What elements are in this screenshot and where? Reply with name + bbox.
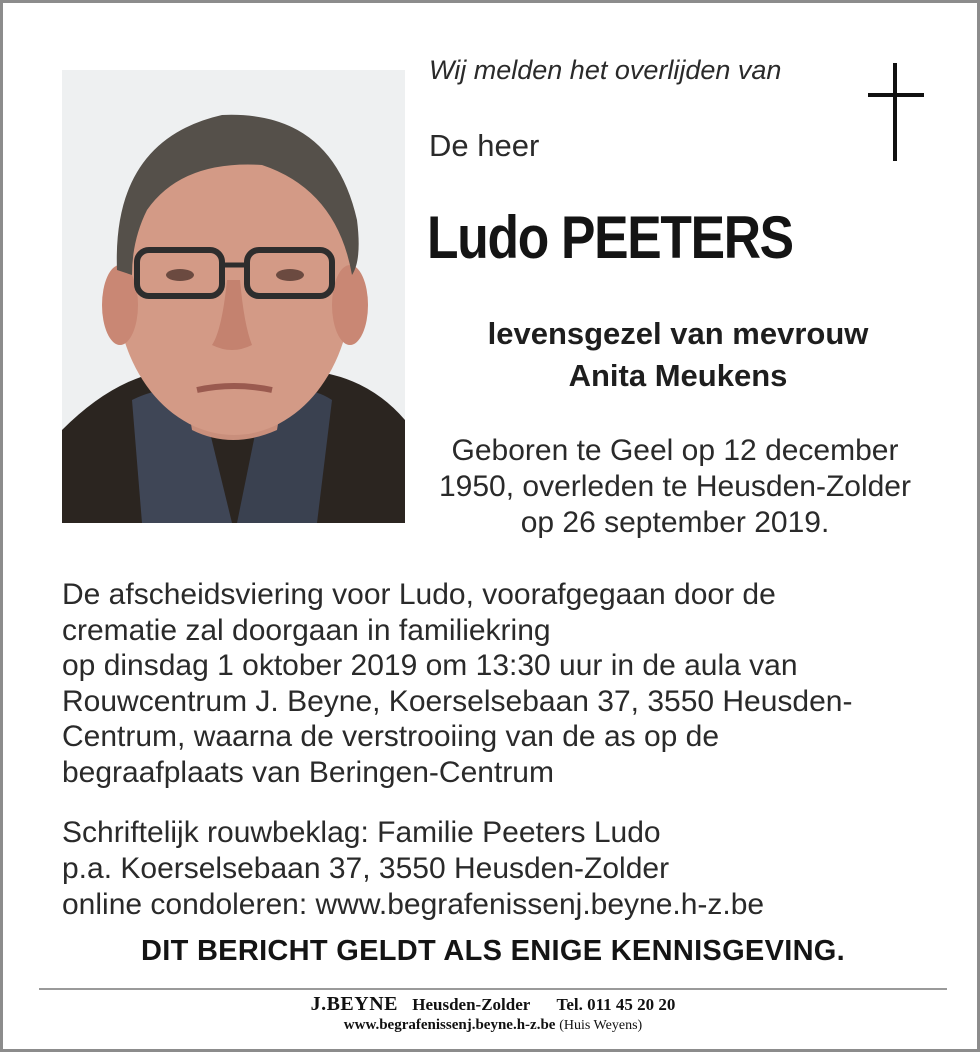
ceremony-line: crematie zal doorgaan in familiekring <box>62 613 551 647</box>
funeral-home-brand: J.BEYNE <box>310 993 398 1015</box>
birth-death-info <box>415 433 935 541</box>
contact-line: online condoleren: www.begrafenissenj.beyne.h-z.be <box>62 888 765 921</box>
ceremony-line: Centrum, waarna de verstrooiing van de as op de <box>62 720 720 753</box>
birth-line: 1950, overleden te Heusden-Zolder <box>439 470 911 503</box>
funeral-home-phone: Tel. 011 45 20 20 <box>556 995 676 1014</box>
contact-line: Schriftelijk rouwbeklag: Familie Peeters Ludo <box>62 816 661 849</box>
funeral-home-website: www.begrafenissenj.beyne.h-z.be <box>343 1017 556 1033</box>
ceremony-line: Rouwcentrum J. Beyne, Koerselsebaan 37, 3550 Heusden- <box>62 684 853 718</box>
deceased-name: Ludo PEETERS <box>427 204 793 271</box>
ceremony-line: op dinsdag 1 oktober 2019 om 13:30 uur in de aula van <box>62 649 798 682</box>
partner-line: Anita Meukens <box>568 358 788 393</box>
ceremony-line: begraafplaats van Beringen-Centrum <box>62 755 554 789</box>
portrait-photo <box>62 70 405 523</box>
birth-line: op 26 september 2019. <box>520 506 830 539</box>
title-prefix: De heer <box>429 128 540 163</box>
intro-text: Wij melden het overlijden van <box>429 55 782 85</box>
funeral-home-footer <box>3 993 980 1035</box>
footer-line-1 <box>3 993 980 1016</box>
contact-paragraph <box>62 815 942 923</box>
sole-notice-statement: DIT BERICHT GELDT ALS ENIGE KENNISGEVING. <box>140 935 846 967</box>
ceremony-line: De afscheidsviering voor Ludo, voorafgegaan door de <box>62 578 776 611</box>
birth-line: Geboren te Geel op 12 december <box>451 434 899 467</box>
funeral-home-house: (Huis Weyens) <box>559 1018 643 1033</box>
partner-line: levensgezel van mevrouw <box>487 316 869 351</box>
contact-line: p.a. Koerselsebaan 37, 3550 Heusden-Zolder <box>62 852 670 885</box>
ceremony-paragraph <box>62 577 942 790</box>
footer-line-2 <box>3 1016 980 1035</box>
footer-divider <box>39 988 947 990</box>
funeral-home-town: Heusden-Zolder <box>412 995 531 1014</box>
cross-icon <box>865 63 927 163</box>
partner-info <box>423 313 933 397</box>
